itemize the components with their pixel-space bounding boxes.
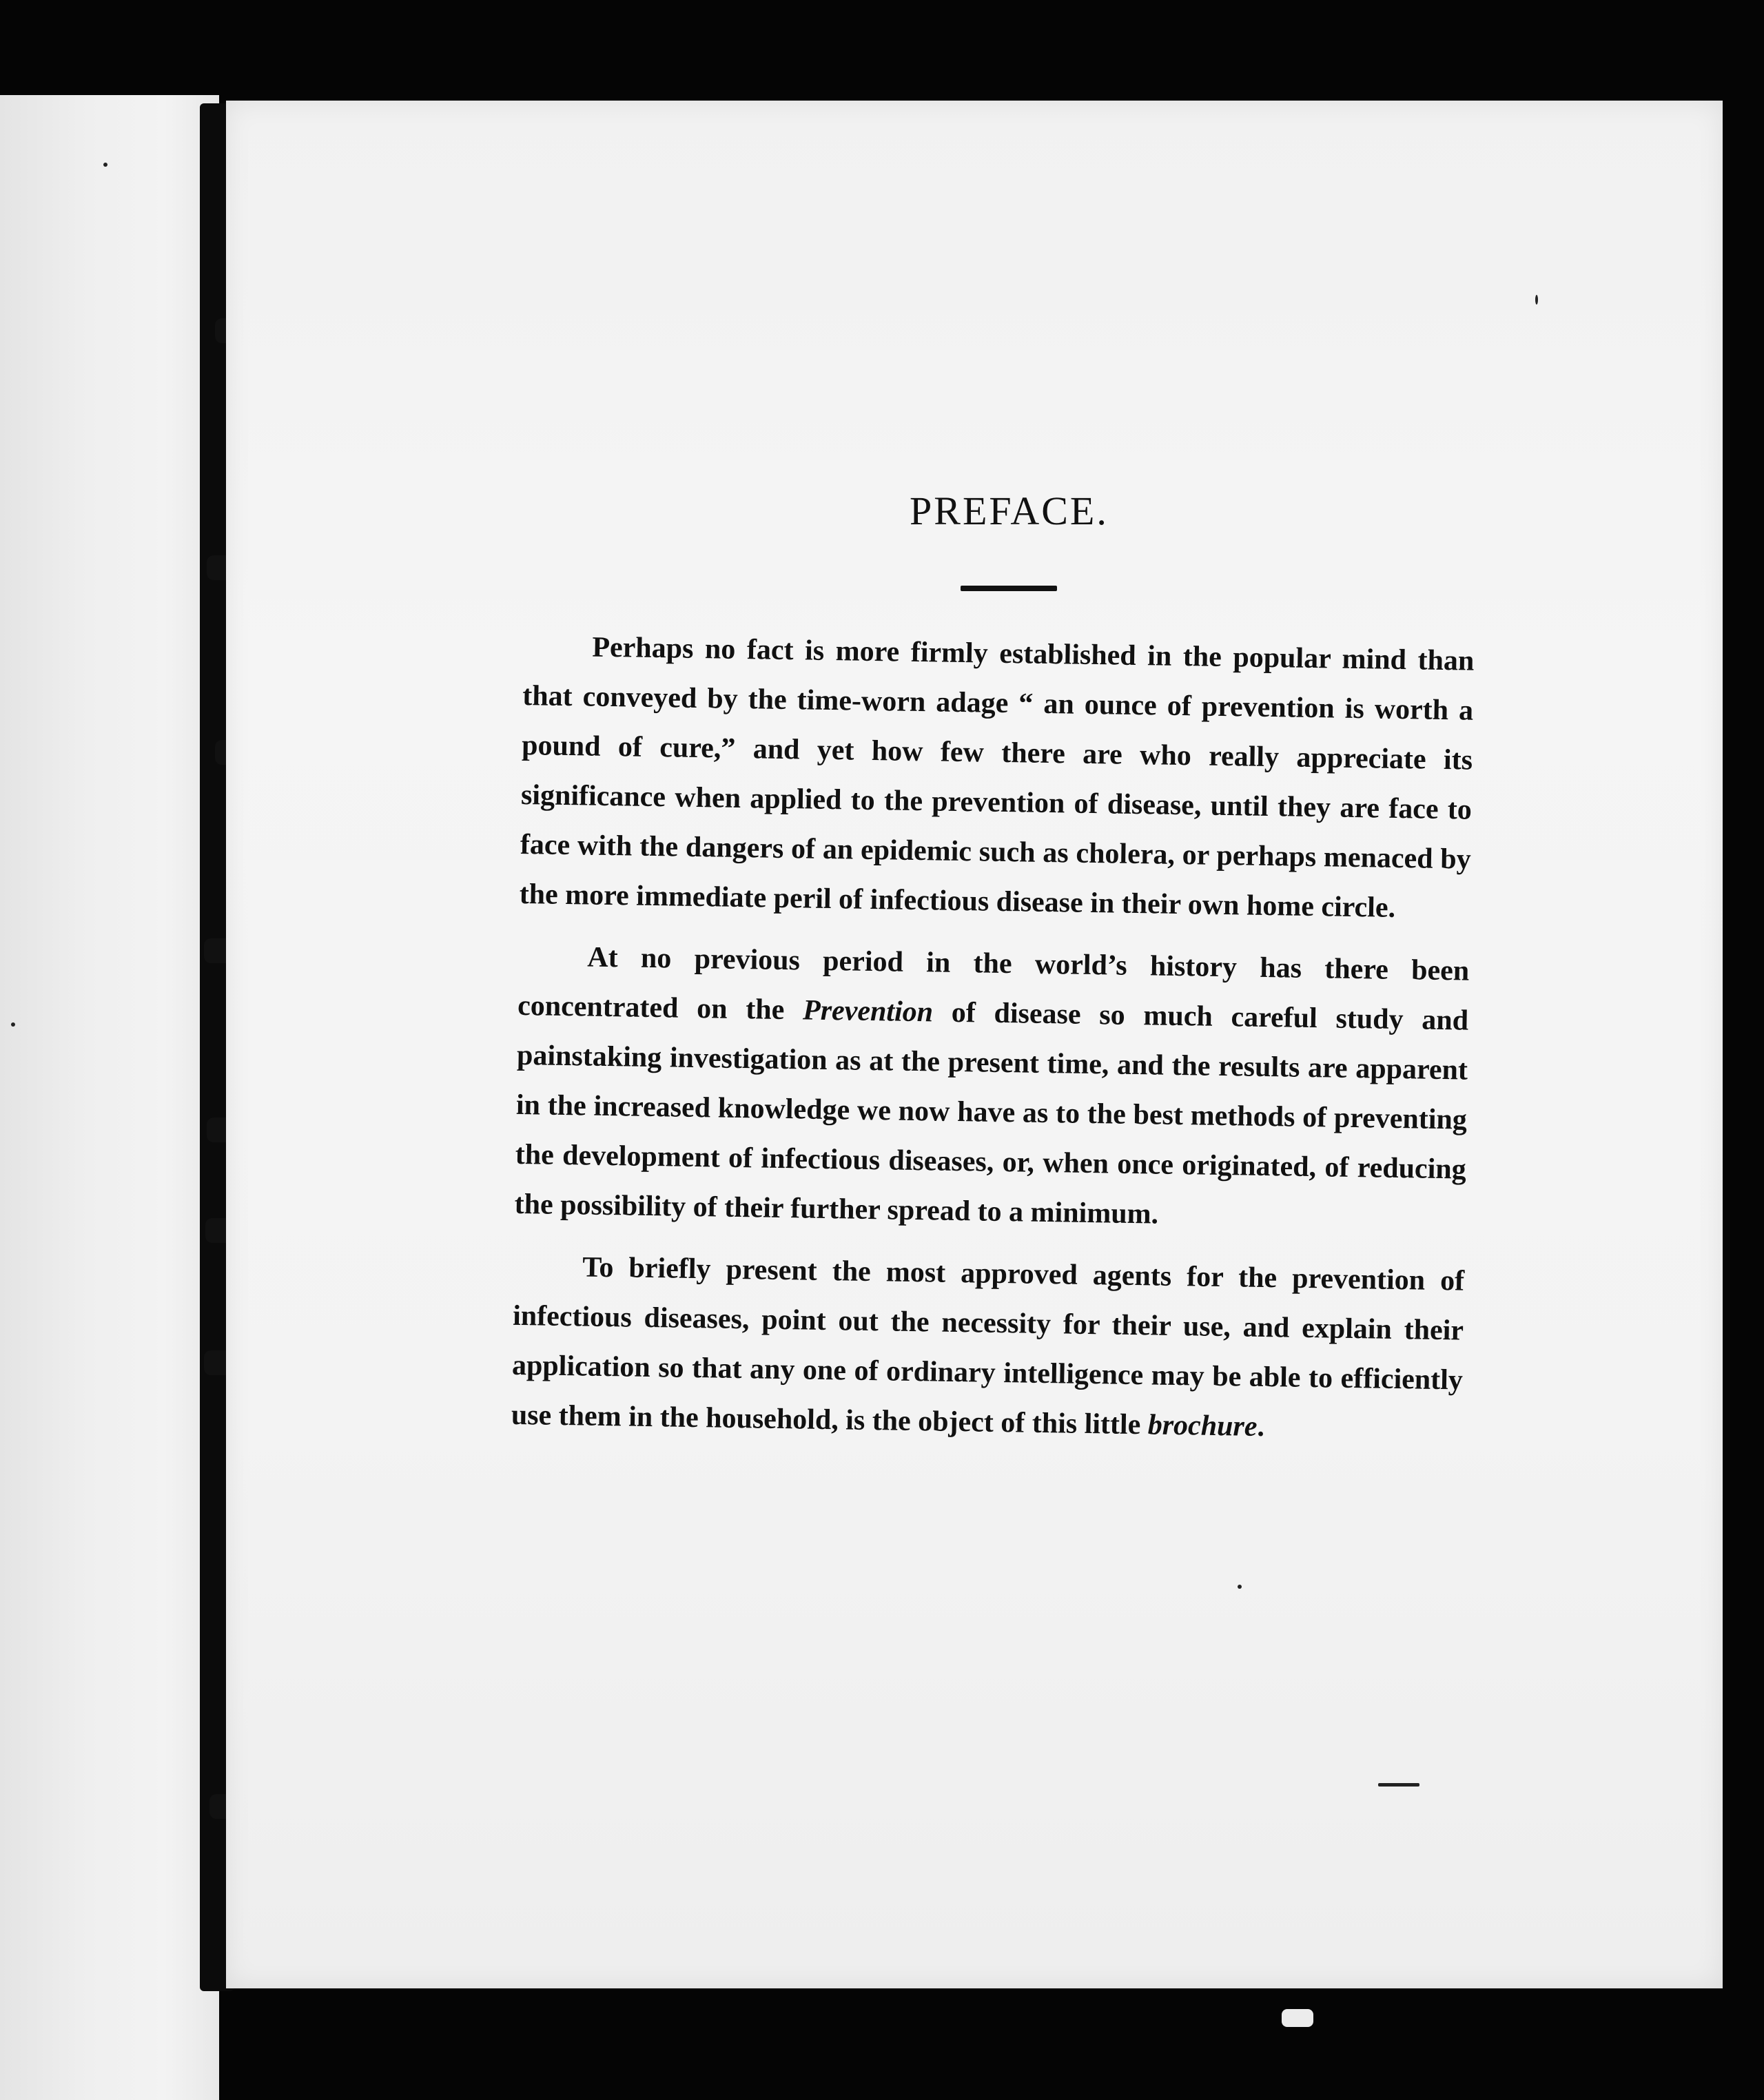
paper-speck	[103, 163, 107, 167]
paper-speck	[11, 1022, 15, 1027]
paragraph-2-text-b: of disease so much careful study and painstaking investigation as at the present time, and the results are apparent in the increased knowledge we now have as to the best methods of preventing the development of infectious diseases, or, when once originated, of reducing the possibility of their further spread to a minimum.	[514, 996, 1469, 1231]
paragraph-3-text-b: .	[1257, 1410, 1265, 1443]
paragraph-2	[514, 931, 1470, 1244]
preface-body	[511, 621, 1475, 1468]
paragraph-3-italic: brochure	[1147, 1409, 1258, 1443]
paper-speck	[1535, 295, 1538, 305]
paper-speck	[1238, 1585, 1242, 1589]
paragraph-3	[511, 1242, 1464, 1455]
paragraph-1: Perhaps no fact is more firmly established in the popular mind than that conveyed by the time-worn adage “ an ounce of prevention is worth a pound of cure,” and yet how few there are who really appreciate its significance when applied to the prevention of disease, until they are face to face with the dangers of an epidemic such as cholera, or perhaps menaced by the more immediate peril of infectious disease in their own home circle.	[519, 631, 1475, 924]
title-rule	[961, 586, 1057, 591]
left-page-edge	[0, 95, 219, 2100]
paper-speck	[1282, 2009, 1313, 2027]
page-title: PREFACE.	[910, 488, 1109, 533]
paragraph-2-text-a: At no previous period in the world’s history has there been concentrated on the	[517, 941, 1470, 1027]
paragraph-3-text-a: To briefly present the most approved agents for the prevention of infectious diseases, point out the necessity for their use, and explain their application so that any one of ordinary intelligence may be able to efficiently use them in the household, is the object of this little	[511, 1251, 1465, 1441]
paragraph-2-italic: Prevention	[802, 994, 934, 1029]
paper-speck	[1378, 1783, 1419, 1787]
